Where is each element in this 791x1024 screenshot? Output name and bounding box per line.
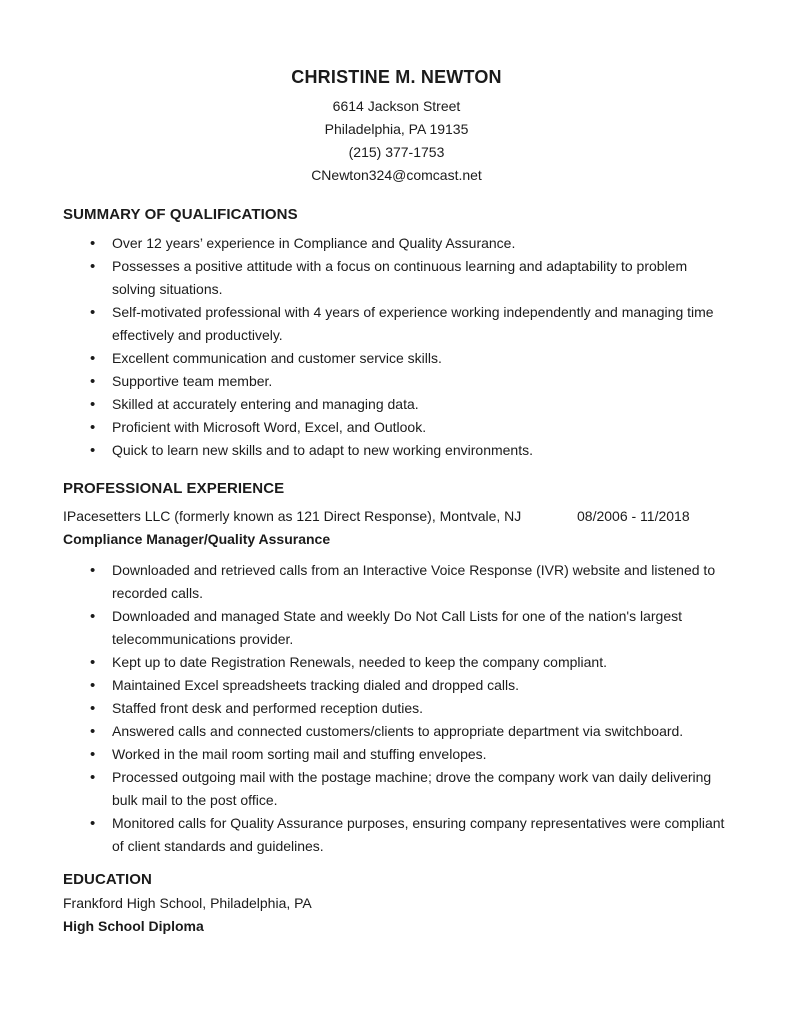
employment-dates: 08/2006 - 11/2018 — [577, 508, 690, 524]
email-address: CNewton324@comcast.net — [311, 167, 482, 183]
experience-bullet: • Worked in the mail room sorting mail and stuffing envelopes. — [63, 743, 730, 766]
experience-bullet-list — [63, 559, 730, 858]
address-city-state-zip: Philadelphia, PA 19135 — [324, 121, 469, 137]
summary-bullet-list — [63, 232, 730, 462]
summary-bullet: • Possesses a positive attitude with a focus on continuous learning and adaptability to problem solving situations. — [63, 255, 730, 301]
education-degree: High School Diploma — [63, 918, 204, 934]
summary-bullet: • Supportive team member. — [63, 370, 730, 393]
job-title: Compliance Manager/Quality Assurance — [63, 531, 331, 547]
summary-bullet: • Self-motivated professional with 4 years of experience working independently and managing time effectively and productively. — [63, 301, 730, 347]
person-name: CHRISTINE M. NEWTON — [291, 67, 502, 87]
education-heading: EDUCATION — [63, 871, 152, 888]
experience-bullet: • Answered calls and connected customers/clients to appropriate department via switchboard. — [63, 720, 730, 743]
education-section — [63, 870, 730, 938]
experience-section — [63, 479, 730, 858]
summary-bullet: • Proficient with Microsoft Word, Excel, and Outlook. — [63, 416, 730, 439]
summary-section — [63, 205, 730, 462]
resume-header — [63, 66, 730, 187]
experience-heading: PROFESSIONAL EXPERIENCE — [63, 480, 285, 497]
education-school: Frankford High School, Philadelphia, PA — [63, 895, 312, 911]
summary-bullet: • Quick to learn new skills and to adapt to new working environments. — [63, 439, 730, 462]
experience-bullet: • Monitored calls for Quality Assurance purposes, ensuring company representatives were compliant of client standards and guidelines. — [63, 812, 730, 858]
company-row — [63, 505, 730, 528]
experience-bullet: • Downloaded and retrieved calls from an Interactive Voice Response (IVR) website and listened to recorded calls. — [63, 559, 730, 605]
summary-bullet: • Over 12 years’ experience in Compliance and Quality Assurance. — [63, 232, 730, 255]
summary-bullet: • Excellent communication and customer service skills. — [63, 347, 730, 370]
summary-bullet: • Skilled at accurately entering and managing data. — [63, 393, 730, 416]
address-street: 6614 Jackson Street — [332, 98, 461, 114]
company-name: IPacesetters LLC (formerly known as 121 Direct Response), Montvale, NJ — [63, 508, 522, 524]
experience-bullet: • Maintained Excel spreadsheets tracking dialed and dropped calls. — [63, 674, 730, 697]
experience-bullet: • Processed outgoing mail with the postage machine; drove the company work van daily delivering bulk mail to the post office. — [63, 766, 730, 812]
phone-number: (215) 377-1753 — [348, 144, 445, 160]
summary-heading: SUMMARY OF QUALIFICATIONS — [63, 206, 298, 223]
experience-bullet: • Downloaded and managed State and weekly Do Not Call Lists for one of the nation's largest telecommunications provider. — [63, 605, 730, 651]
experience-bullet: • Staffed front desk and performed reception duties. — [63, 697, 730, 720]
experience-bullet: • Kept up to date Registration Renewals, needed to keep the company compliant. — [63, 651, 730, 674]
